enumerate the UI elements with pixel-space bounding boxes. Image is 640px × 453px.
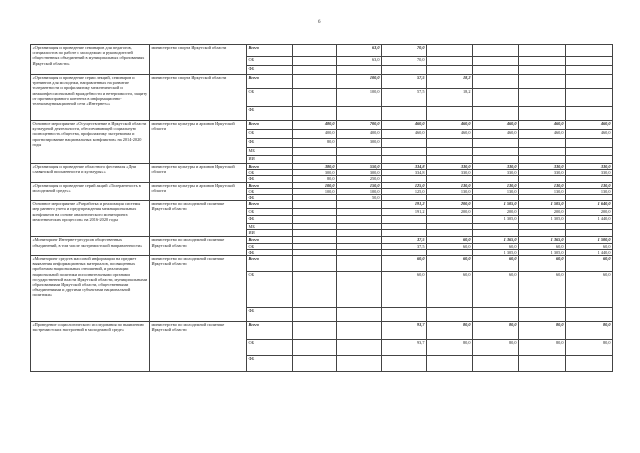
amount-cell	[473, 66, 519, 75]
funding-source: ОБ	[247, 57, 293, 66]
amount-cell: 80,0	[293, 176, 337, 182]
amount-cell: 1 305,0	[473, 249, 519, 255]
amount-cell	[293, 75, 337, 89]
funding-source: МБ	[247, 148, 293, 156]
funding-source: ФБ	[247, 176, 293, 182]
amount-cell	[566, 156, 613, 164]
amount-cell: 330,0	[519, 164, 566, 170]
amount-cell: 200,0	[427, 209, 473, 216]
funding-source: ФБ	[247, 195, 293, 201]
amount-cell: 460,0	[519, 130, 566, 139]
amount-cell	[519, 139, 566, 148]
funding-source: ОБ	[247, 130, 293, 139]
executor: министерство по молодежной политике Иркутской области	[150, 237, 247, 256]
amount-cell: 60,0	[473, 243, 519, 249]
funding-source: ФБ	[247, 308, 293, 322]
amount-cell: 100,0	[293, 188, 337, 194]
amount-cell: 130,0	[473, 188, 519, 194]
amount-cell: 1 640,0	[566, 201, 613, 209]
amount-cell: 130,0	[427, 188, 473, 194]
funding-source: ФБ	[247, 139, 293, 148]
amount-cell	[293, 322, 337, 340]
activity-name: Основное мероприятие «Разработка и реализация системы мер раннего учета и предупреждения межнациональных конфликтов на основе аналитического мониторинга межэтнических процессов» на 2016-2020 годы	[31, 201, 150, 237]
amount-cell	[566, 356, 613, 372]
amount-cell	[519, 156, 566, 164]
amount-cell: 130,0	[566, 188, 613, 194]
amount-cell: 60,0	[519, 272, 566, 308]
amount-cell: 330,0	[519, 170, 566, 176]
amount-cell: 550,0	[337, 164, 382, 170]
amount-cell	[566, 107, 613, 121]
amount-cell	[427, 66, 473, 75]
executor: министерство по молодежной политике Иркутской области	[150, 322, 247, 372]
funding-source: МБ	[247, 224, 293, 230]
amount-cell	[382, 139, 427, 148]
amount-cell	[293, 201, 337, 209]
amount-cell: 330,0	[427, 164, 473, 170]
amount-cell: 200,0	[427, 201, 473, 209]
amount-cell	[337, 156, 382, 164]
amount-cell: 200,0	[519, 209, 566, 216]
amount-cell: 63,0	[337, 57, 382, 66]
amount-cell	[427, 216, 473, 224]
activity-name: «Мониторинг Интернет-ресурсов общественных объединений, в том числе экстремистской направленности»	[31, 237, 150, 256]
amount-cell	[293, 216, 337, 224]
amount-cell: 60,0	[519, 256, 566, 272]
table-row	[31, 45, 613, 57]
amount-cell: 480,0	[293, 121, 337, 130]
amount-cell: 125,0	[382, 182, 427, 188]
funding-source: ИИ	[247, 156, 293, 164]
amount-cell: 191,2	[382, 201, 427, 209]
funding-source: Всего	[247, 45, 293, 57]
executor: министерство спорта Иркутской области	[150, 45, 247, 75]
amount-cell: 330,0	[566, 170, 613, 176]
funding-source: ОБ	[247, 340, 293, 356]
amount-cell	[566, 139, 613, 148]
amount-cell: 250,0	[337, 176, 382, 182]
activity-name: «Организация и проведение серий акций «Толерантность в молодежной среде»»	[31, 182, 150, 201]
amount-cell: 200,0	[566, 209, 613, 216]
amount-cell: 100,0	[293, 182, 337, 188]
funding-source: Всего	[247, 182, 293, 188]
amount-cell: 460,0	[473, 130, 519, 139]
amount-cell: 80,0	[566, 340, 613, 356]
amount-cell: 130,0	[427, 182, 473, 188]
amount-cell: 57,5	[382, 75, 427, 89]
funding-source: Всего	[247, 121, 293, 130]
amount-cell	[473, 57, 519, 66]
amount-cell: 100,0	[337, 188, 382, 194]
amount-cell: 1 505,0	[473, 201, 519, 209]
amount-cell	[473, 308, 519, 322]
amount-cell: 460,0	[427, 130, 473, 139]
amount-cell: 334,8	[382, 164, 427, 170]
funding-source: ОБ	[247, 272, 293, 308]
funding-source: ФБ	[247, 66, 293, 75]
amount-cell	[427, 308, 473, 322]
amount-cell	[473, 356, 519, 372]
amount-cell: 1 365,0	[473, 237, 519, 243]
amount-cell: 460,0	[473, 121, 519, 130]
amount-cell	[519, 107, 566, 121]
amount-cell: 80,0	[427, 340, 473, 356]
executor: министерство культуры и архивов Иркутской области	[150, 121, 247, 164]
amount-cell: 334,8	[382, 170, 427, 176]
amount-cell: 400,0	[293, 130, 337, 139]
activity-name: «Организация и проведение семинаров для педагогов, специалистов по работе с молодежью и руководителей общественных объединений в муниципальных образованиях Иркутской области»	[31, 45, 150, 75]
amount-cell: 300,0	[337, 139, 382, 148]
amount-cell	[382, 356, 427, 372]
funding-source: ИИ	[247, 230, 293, 237]
amount-cell	[293, 308, 337, 322]
amount-cell: 330,0	[473, 170, 519, 176]
amount-cell	[473, 156, 519, 164]
amount-cell	[337, 209, 382, 216]
amount-cell	[293, 148, 337, 156]
funding-source: Всего	[247, 164, 293, 170]
amount-cell: 330,0	[473, 164, 519, 170]
amount-cell	[473, 45, 519, 57]
amount-cell: 460,0	[382, 130, 427, 139]
amount-cell: 60,0	[427, 237, 473, 243]
amount-cell: 130,0	[519, 182, 566, 188]
amount-cell: 460,0	[566, 130, 613, 139]
amount-cell	[519, 356, 566, 372]
amount-cell: 60,0	[382, 256, 427, 272]
amount-cell: 60,0	[566, 243, 613, 249]
amount-cell: 100,0	[337, 89, 382, 107]
amount-cell	[293, 156, 337, 164]
amount-cell: 70,0	[382, 45, 427, 57]
amount-cell: 200,0	[473, 209, 519, 216]
amount-cell: 70,0	[382, 57, 427, 66]
amount-cell: 125,0	[382, 188, 427, 194]
funding-source: ФБ	[247, 107, 293, 121]
amount-cell	[566, 230, 613, 237]
amount-cell	[566, 66, 613, 75]
amount-cell	[382, 230, 427, 237]
amount-cell: 460,0	[382, 121, 427, 130]
amount-cell	[566, 45, 613, 57]
page-number: 6	[318, 20, 321, 25]
executor: министерство по молодежной политике Иркутской области	[150, 256, 247, 322]
amount-cell: 60,0	[427, 272, 473, 308]
amount-cell: 18,2	[427, 75, 473, 89]
funding-source: Всего	[247, 256, 293, 272]
amount-cell	[566, 148, 613, 156]
amount-cell: 1 500,0	[566, 237, 613, 243]
amount-cell	[427, 139, 473, 148]
amount-cell	[337, 107, 382, 121]
amount-cell	[427, 156, 473, 164]
funding-source: Всего	[247, 75, 293, 89]
amount-cell	[519, 57, 566, 66]
amount-cell	[566, 308, 613, 322]
amount-cell: 191,2	[382, 209, 427, 216]
funding-source: Всего	[247, 237, 293, 243]
amount-cell	[337, 356, 382, 372]
funding-source: ФБ	[247, 356, 293, 372]
amount-cell: 60,0	[473, 256, 519, 272]
amount-cell: 18,2	[427, 89, 473, 107]
table-row	[31, 75, 613, 89]
amount-cell: 700,0	[337, 121, 382, 130]
amount-cell: 330,0	[427, 170, 473, 176]
amount-cell: 130,0	[473, 182, 519, 188]
amount-cell	[337, 216, 382, 224]
amount-cell: 60,0	[519, 243, 566, 249]
amount-cell: 330,0	[566, 164, 613, 170]
amount-cell: 300,0	[337, 170, 382, 176]
amount-cell: 460,0	[566, 121, 613, 130]
amount-cell: 80,0	[473, 322, 519, 340]
amount-cell: 60,0	[427, 243, 473, 249]
amount-cell	[382, 148, 427, 156]
activity-name: Основное мероприятие «Осуществление в Иркутской области культурной деятельности, обеспечивающей социальную полноценность общества, профилактику экстремизма и прогнозирование национальных конфликтов» на 2014-2020 годы	[31, 121, 150, 164]
amount-cell	[473, 148, 519, 156]
amount-cell	[519, 308, 566, 322]
amount-cell	[473, 75, 519, 89]
amount-cell	[337, 201, 382, 209]
amount-cell	[382, 107, 427, 121]
amount-cell	[566, 89, 613, 107]
amount-cell	[293, 230, 337, 237]
amount-cell: 1 305,0	[519, 249, 566, 255]
amount-cell: 63,0	[337, 45, 382, 57]
amount-cell: 93,7	[382, 322, 427, 340]
activity-name: «Мониторинг средств массовой информации на предмет выявления информационных материалов, посвященных проблемам национальных отношений, и реализации национальной политики исполнительными органами государственной власти Иркутской области, муниципальными образованиями Иркутской области, общественными объединениями и другими субъектами национальной политики»	[31, 256, 150, 322]
amount-cell: 60,0	[566, 256, 613, 272]
amount-cell	[519, 89, 566, 107]
funding-source: ОБ	[247, 170, 293, 176]
amount-cell: 380,0	[293, 164, 337, 170]
amount-cell	[293, 340, 337, 356]
amount-cell	[293, 272, 337, 308]
amount-cell	[337, 272, 382, 308]
amount-cell	[293, 45, 337, 57]
amount-cell: 60,0	[382, 272, 427, 308]
executor: министерство культуры и архивов Иркутской области	[150, 182, 247, 201]
amount-cell	[293, 356, 337, 372]
amount-cell: 1 440,0	[566, 216, 613, 224]
amount-cell	[566, 75, 613, 89]
amount-cell	[566, 57, 613, 66]
amount-cell	[293, 107, 337, 121]
amount-cell: 50,0	[337, 195, 382, 201]
executor: министерство по молодежной политике Иркутской области	[150, 201, 247, 237]
amount-cell: 130,0	[566, 182, 613, 188]
funding-source: ФБ	[247, 249, 293, 255]
amount-cell	[382, 66, 427, 75]
amount-cell: 1 365,0	[519, 237, 566, 243]
amount-cell: 1 305,0	[519, 216, 566, 224]
amount-cell	[337, 322, 382, 340]
amount-cell	[519, 66, 566, 75]
amount-cell	[293, 209, 337, 216]
executor: министерство культуры и архивов Иркутской области	[150, 164, 247, 183]
amount-cell: 60,0	[473, 272, 519, 308]
amount-cell	[427, 45, 473, 57]
amount-cell	[473, 230, 519, 237]
amount-cell: 100,0	[337, 75, 382, 89]
amount-cell: 37,5	[382, 237, 427, 243]
amount-cell: 400,0	[337, 130, 382, 139]
amount-cell	[382, 156, 427, 164]
amount-cell	[337, 340, 382, 356]
amount-cell	[519, 230, 566, 237]
amount-cell: 130,0	[519, 188, 566, 194]
amount-cell: 80,0	[427, 322, 473, 340]
amount-cell	[293, 256, 337, 272]
table-row	[31, 201, 613, 209]
amount-cell: 57,5	[382, 89, 427, 107]
amount-cell	[427, 230, 473, 237]
amount-cell	[293, 66, 337, 75]
funding-source: Всего	[247, 201, 293, 209]
amount-cell	[473, 89, 519, 107]
amount-cell: 80,0	[519, 322, 566, 340]
budget-table	[30, 44, 613, 372]
amount-cell	[337, 66, 382, 75]
amount-cell: 80,0	[566, 322, 613, 340]
amount-cell	[293, 57, 337, 66]
table-row	[31, 256, 613, 272]
amount-cell: 150,0	[337, 182, 382, 188]
amount-cell: 460,0	[519, 121, 566, 130]
amount-cell	[427, 57, 473, 66]
amount-cell: 80,0	[519, 340, 566, 356]
amount-cell	[382, 308, 427, 322]
amount-cell: 80,0	[293, 139, 337, 148]
amount-cell	[427, 148, 473, 156]
amount-cell	[337, 148, 382, 156]
amount-cell	[473, 107, 519, 121]
amount-cell	[519, 148, 566, 156]
funding-source: ОБ	[247, 209, 293, 216]
amount-cell	[519, 45, 566, 57]
amount-cell: 93,7	[382, 340, 427, 356]
funding-source: ОБ	[247, 243, 293, 249]
funding-source: ОБ	[247, 89, 293, 107]
amount-cell: 60,0	[427, 256, 473, 272]
amount-cell	[519, 75, 566, 89]
amount-cell: 460,0	[427, 121, 473, 130]
amount-cell	[473, 139, 519, 148]
amount-cell: 80,0	[473, 340, 519, 356]
amount-cell	[427, 107, 473, 121]
activity-name: «Проведение социологического исследования по выявлению экстремистских настроений в молодежной среде»	[31, 322, 150, 372]
funding-source: Всего	[247, 322, 293, 340]
amount-cell	[337, 230, 382, 237]
funding-source: ОБ	[247, 188, 293, 194]
table-row	[31, 322, 613, 340]
amount-cell: 60,0	[566, 272, 613, 308]
amount-cell	[337, 256, 382, 272]
amount-cell	[427, 356, 473, 372]
amount-cell: 37,5	[382, 243, 427, 249]
amount-cell	[337, 308, 382, 322]
funding-source: ФБ	[247, 216, 293, 224]
table-row	[31, 121, 613, 130]
executor: министерство спорта Иркутской области	[150, 75, 247, 121]
amount-cell: 1 305,0	[473, 216, 519, 224]
amount-cell: 300,0	[293, 170, 337, 176]
activity-name: «Организация и проведение серии лекций, семинаров и тренингов для молодежи, направленных на развитие толерантности и профилактику межэтнической и межконфессиональной враждебности и нетерпимости, защиту от противоправного контента в информационно-телекоммуникационной сети «Интернет»»	[31, 75, 150, 121]
amount-cell	[293, 89, 337, 107]
amount-cell	[382, 216, 427, 224]
amount-cell: 1 440,0	[566, 249, 613, 255]
activity-name: «Организация и проведение областного фестиваля «Дни славянской письменности и культуры»»	[31, 164, 150, 183]
amount-cell: 1 505,0	[519, 201, 566, 209]
